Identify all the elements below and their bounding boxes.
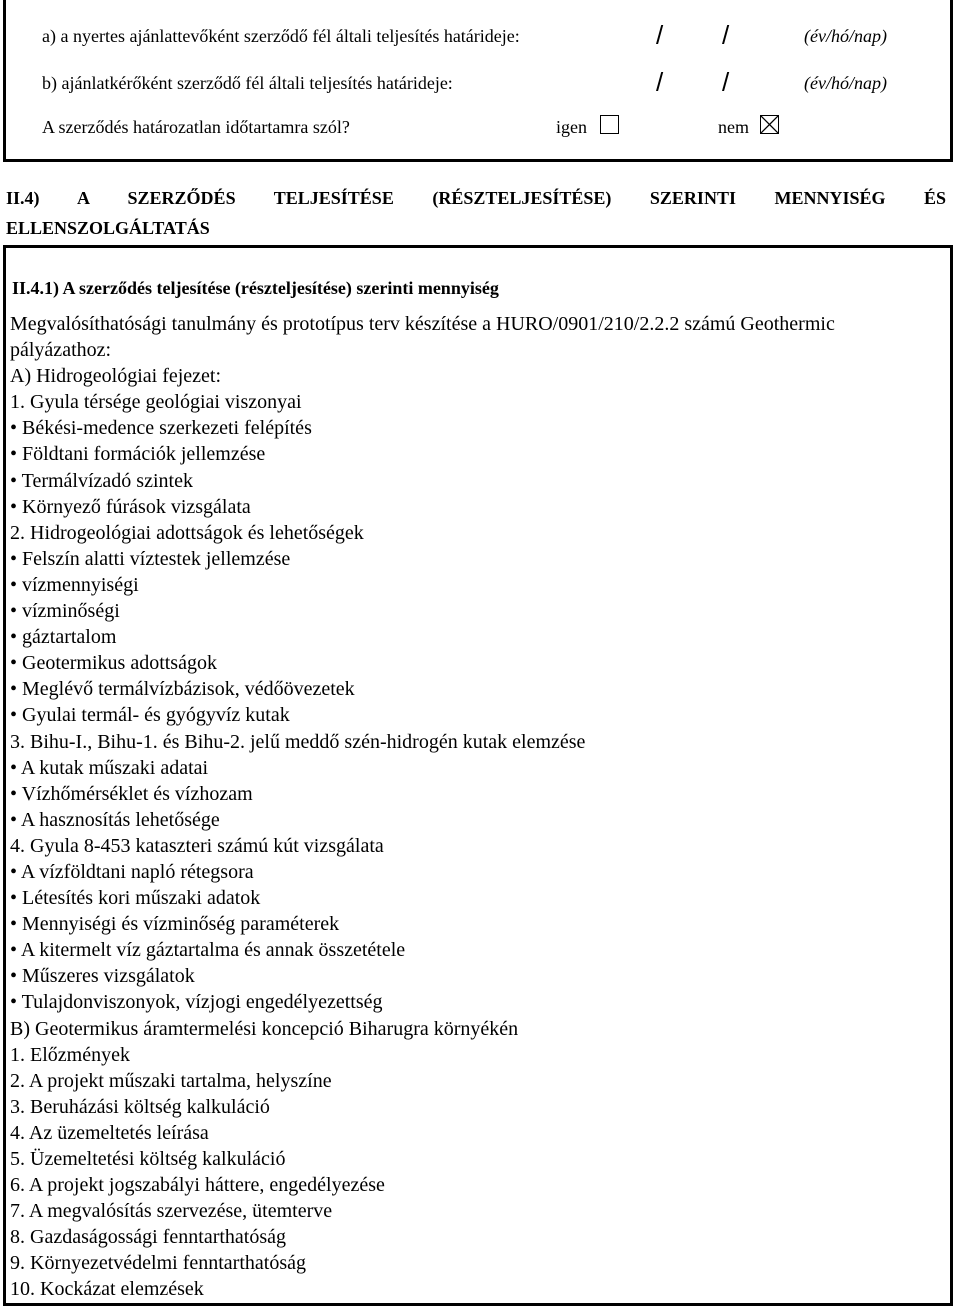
content-line: • gáztartalom xyxy=(10,626,117,649)
content-line: Megvalósíthatósági tanulmány és prototípus terv készítése a HURO/0901/210/2.2.2 számú Geothermic pályázathoz: xyxy=(10,313,835,362)
content-line: 7. A megvalósítás szervezése, ütemterve xyxy=(10,1200,333,1223)
content-line: 4. Az üzemeltetés leírása xyxy=(10,1121,209,1144)
quantity-content-list xyxy=(10,311,940,1303)
content-line: • vízminőségi xyxy=(10,600,120,623)
content-line: 10. Kockázat elemzések xyxy=(10,1278,204,1301)
content-line: • Műszeres vizsgálatok xyxy=(10,965,195,988)
content-line: • Létesítés kori műszaki adatok xyxy=(10,887,261,910)
deadline-b-unit: (év/hó/nap) xyxy=(804,73,887,93)
content-line: 4. Gyula 8-453 kataszteri számú kút vizsgálata xyxy=(10,834,384,857)
yes-checkbox[interactable] xyxy=(600,115,619,134)
section-heading xyxy=(6,183,946,243)
no-label: nem xyxy=(718,117,749,137)
content-line: A) Hidrogeológiai fejezet: xyxy=(10,365,222,388)
content-line: • Meglévő termálvízbázisok, védőövezetek xyxy=(10,678,355,701)
section-heading-line2: ELLENSZOLGÁLTATÁS xyxy=(6,218,210,238)
content-line: • Vízhőmérséklet és vízhozam xyxy=(10,782,253,805)
deadline-a-slash-2: / xyxy=(722,20,730,50)
content-line: B) Geotermikus áramtermelési koncepció Biharugra környékén xyxy=(10,1017,519,1040)
content-line: • Tulajdonviszonyok, vízjogi engedélyezettség xyxy=(10,991,383,1014)
content-line: 2. Hidrogeológiai adottságok és lehetőségek xyxy=(10,521,364,544)
deadline-b-label: b) ajánlatkérőként szerződő fél általi teljesítés határideje: xyxy=(42,73,453,93)
content-line: 3. Beruházási költség kalkuláció xyxy=(10,1095,270,1118)
deadline-a-slash-1: / xyxy=(656,20,664,50)
no-checkbox[interactable] xyxy=(760,115,779,134)
quantity-subheading: II.4.1) A szerződés teljesítése (részteljesítése) szerinti mennyiség xyxy=(12,278,499,298)
content-line: 1. Előzmények xyxy=(10,1043,130,1066)
content-line: • A vízföldtani napló rétegsora xyxy=(10,860,254,883)
content-line: 3. Bihu-I., Bihu-1. és Bihu-2. jelű meddő szén-hidrogén kutak elemzése xyxy=(10,730,586,753)
yes-label: igen xyxy=(556,117,587,137)
deadline-b-slash-1: / xyxy=(656,67,664,97)
content-line: • A hasznosítás lehetősége xyxy=(10,808,220,831)
section-heading-line1: II.4) A SZERZŐDÉS TELJESÍTÉSE (RÉSZTELJESÍTÉSE) SZERINTI MENNYISÉG ÉS xyxy=(6,188,946,208)
content-line: • Környező fúrások vizsgálata xyxy=(10,495,251,518)
content-line: 1. Gyula térsége geológiai viszonyai xyxy=(10,391,302,414)
content-line: • Földtani formációk jellemzése xyxy=(10,443,266,466)
content-line: • Békési-medence szerkezeti felépítés xyxy=(10,417,312,440)
content-line: • vízmennyiségi xyxy=(10,573,139,596)
indefinite-term-question: A szerződés határozatlan időtartamra szól? xyxy=(42,117,350,137)
content-line: 6. A projekt jogszabályi háttere, engedélyezése xyxy=(10,1174,385,1197)
deadline-a-label: a) a nyertes ajánlattevőként szerződő fél általi teljesítés határideje: xyxy=(42,26,520,46)
deadline-b-slash-2: / xyxy=(722,67,730,97)
content-line: • Termálvízadó szintek xyxy=(10,469,193,492)
content-line: • Mennyiségi és vízminőség paraméterek xyxy=(10,913,340,936)
content-line: • Gyulai termál- és gyógyvíz kutak xyxy=(10,704,290,727)
content-line: 9. Környezetvédelmi fenntarthatóság xyxy=(10,1252,306,1275)
content-line: 8. Gazdaságossági fenntarthatóság xyxy=(10,1226,287,1249)
checkmark-cross-icon xyxy=(761,116,778,133)
content-line: • Geotermikus adottságok xyxy=(10,652,217,675)
content-line: 5. Üzemeltetési költség kalkuláció xyxy=(10,1148,286,1170)
content-line: • Felszín alatti víztestek jellemzése xyxy=(10,547,291,570)
deadline-a-unit: (év/hó/nap) xyxy=(804,26,887,46)
content-line: • A kutak műszaki adatai xyxy=(10,756,209,779)
content-line: • A kitermelt víz gáztartalma és annak összetétele xyxy=(10,939,406,962)
content-line: 2. A projekt műszaki tartalma, helyszíne xyxy=(10,1069,332,1092)
